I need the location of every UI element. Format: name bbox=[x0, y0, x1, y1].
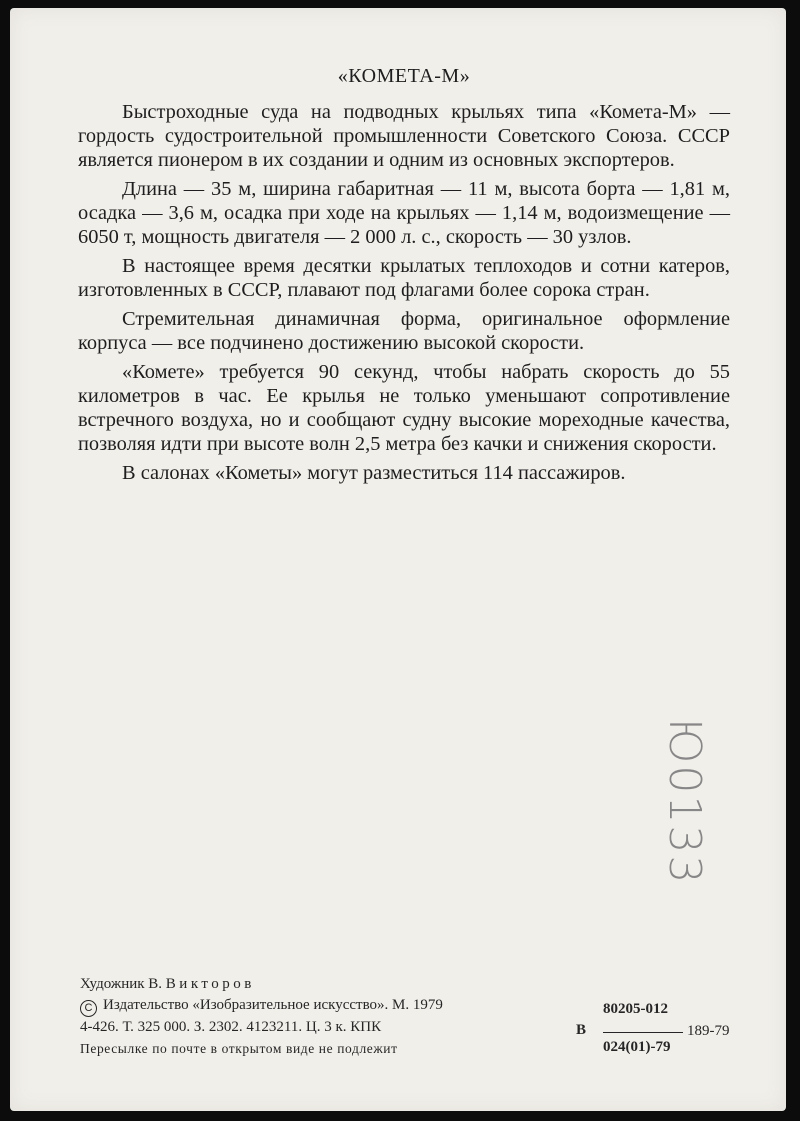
code-side: 189-79 bbox=[687, 1023, 730, 1039]
body-text bbox=[78, 100, 730, 490]
handwritten-note: Ю0133 bbox=[659, 718, 710, 886]
page-title: «КОМЕТА-М» bbox=[337, 65, 471, 87]
paragraph-form: Стремительная динамичная форма, оригинальное оформление корпуса — все подчинено достижению высокой скорости. bbox=[78, 308, 730, 354]
code-numerator: 80205-012 bbox=[603, 1001, 668, 1017]
paragraph-dimensions: Длина — 35 м, ширина габаритная — 11 м, высота борта — 1,81 м, осадка — 3,6 м, осадка при ходе на крыльях — 1,14 м, водоизмещение — 6050 т, мощность двигателя — 2 000 л. с., скорость — 30 узлов. bbox=[78, 178, 730, 248]
print-line: 4-426. Т. 325 000. З. 2302. 4123211. Ц. 3 к. КПК bbox=[80, 1019, 382, 1035]
series-letter: В bbox=[576, 1022, 587, 1038]
paragraph-speed: «Комете» требуется 90 секунд, чтобы набрать скорость до 55 километров в час. Ее крылья не только уменьшают сопротивление встречного воздуха, но и сообщают судну высокие мореходные качества, позволяя идти при высоте волн 2,5 метра без качки и снижения скорости. bbox=[78, 361, 730, 455]
postal-line: Пересылке по почте в открытом виде не подлежит bbox=[80, 1041, 398, 1056]
fraction-line bbox=[603, 1032, 683, 1033]
paragraph-intro: Быстроходные суда на подводных крыльях типа «Комета-М» — гордость судостроительной промышленности Советского Союза. СССР является пионером в их создании и одним из основных экспортеров. bbox=[78, 101, 730, 171]
paragraph-export: В настоящее время десятки крылатых теплоходов и сотни катеров, изготовленных в СССР, плавают под флагами более сорока стран. bbox=[78, 255, 730, 301]
artist-label: Художник В. bbox=[80, 976, 163, 992]
postcard-back bbox=[10, 8, 786, 1111]
code-denominator: 024(01)-79 bbox=[603, 1039, 671, 1055]
artist-name: Викторов bbox=[165, 976, 255, 992]
publisher-text: Издательство «Изобразительное искусство». М. 1979 bbox=[103, 997, 443, 1013]
copyright-icon: C bbox=[80, 1000, 97, 1017]
publisher-line bbox=[80, 995, 580, 1017]
artist-line bbox=[80, 974, 580, 995]
paragraph-passengers: В салонах «Кометы» могут разместиться 114 пассажиров. bbox=[122, 462, 626, 484]
imprint-block bbox=[80, 974, 580, 1059]
